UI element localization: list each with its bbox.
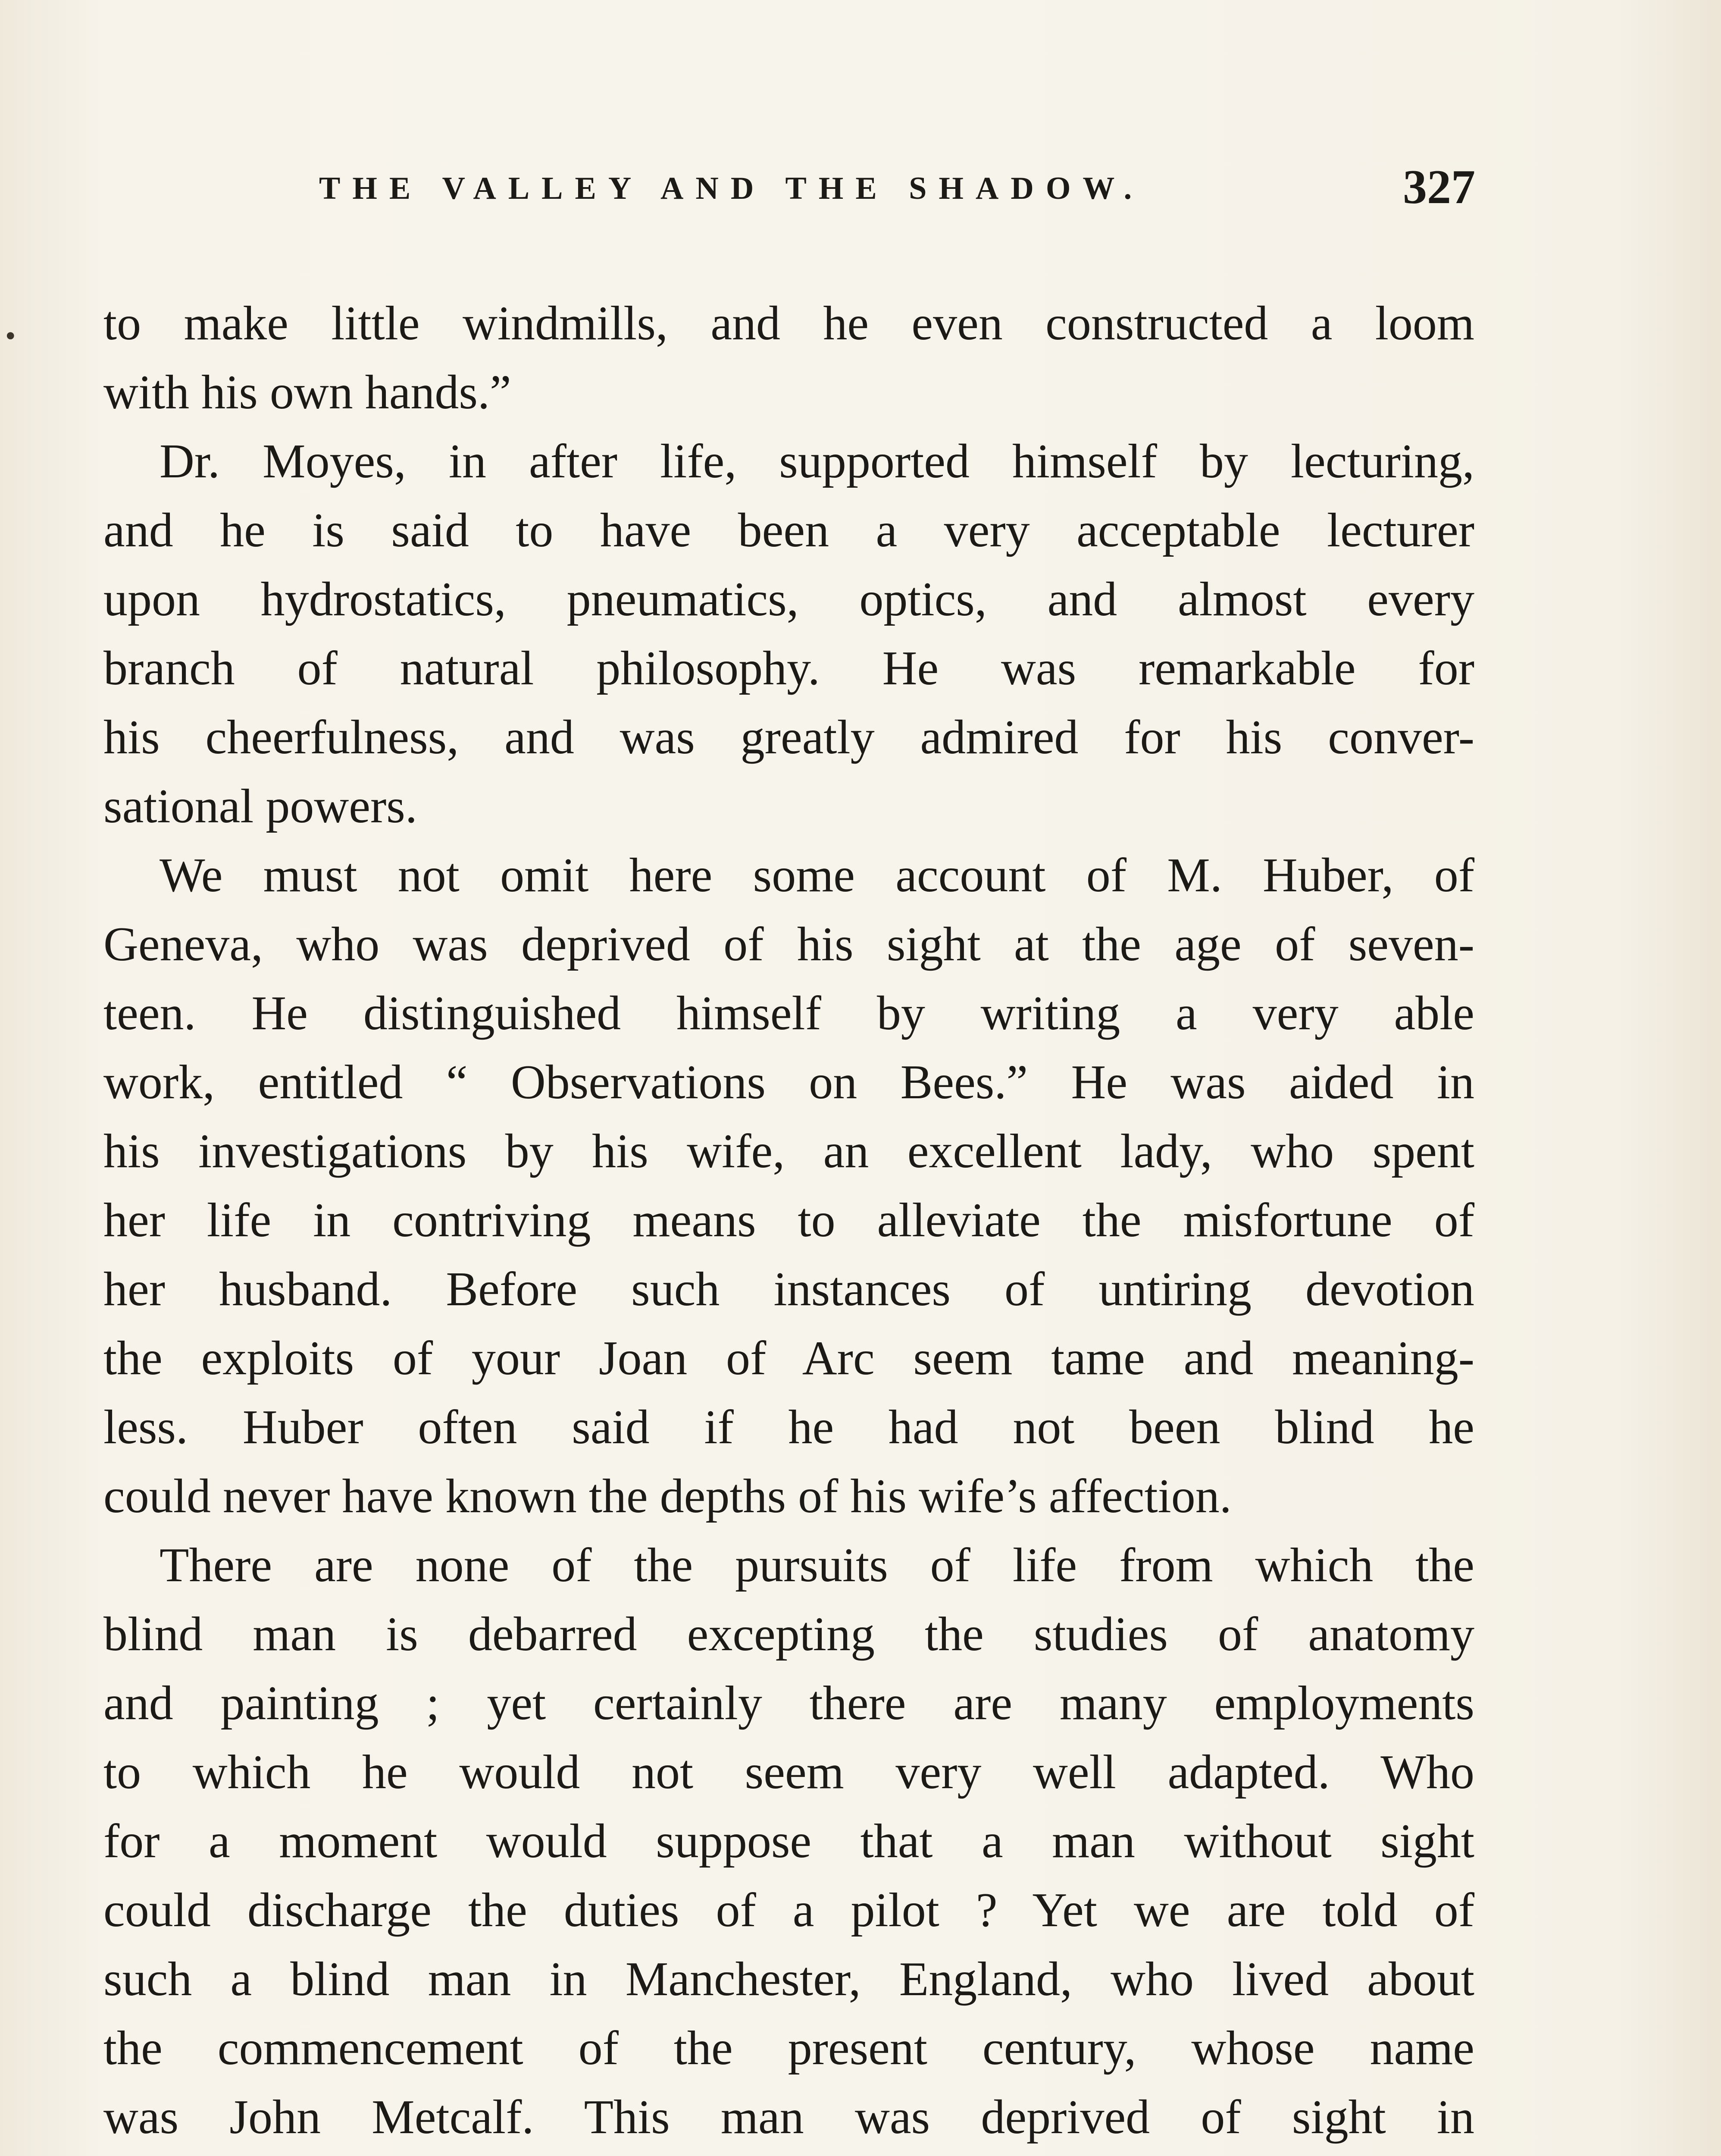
text-line-11: teen. He distinguished himself by writing a very able <box>103 987 1474 1040</box>
text-line-8: sational powers. <box>103 780 417 833</box>
text-line-24: could discharge the duties of a pilot ? Yet we are told of <box>103 1883 1474 1937</box>
body-text <box>103 289 1474 2156</box>
text-line-1: to make little windmills, and he even constructed a loom <box>103 297 1474 350</box>
text-line-12: work, entitled “ Observations on Bees.” He was aided in <box>103 1056 1474 1109</box>
running-title: THE VALLEY AND THE SHADOW. <box>319 171 1144 206</box>
text-line-22: to which he would not seem very well adapted. Who <box>103 1745 1474 1799</box>
text-line-20: blind man is debarred excepting the studies of anatomy <box>103 1608 1474 1661</box>
text-line-7: his cheerfulness, and was greatly admired for his conver- <box>103 711 1474 764</box>
text-line-13: his investigations by his wife, an excellent lady, who spent <box>103 1125 1474 1178</box>
text-line-16: the exploits of your Joan of Arc seem tame and meaning- <box>103 1332 1474 1385</box>
text-line-9: We must not omit here some account of M. Huber, of <box>160 849 1474 902</box>
margin-mark: • <box>5 320 16 353</box>
text-line-15: her husband. Before such instances of untiring devotion <box>103 1263 1474 1316</box>
text-line-3: Dr. Moyes, in after life, supported himself by lecturing, <box>160 435 1474 488</box>
text-line-28 <box>103 2152 1474 2156</box>
text-line-27: was John Metcalf. This man was deprived of sight in <box>103 2090 1474 2144</box>
text-line-18: could never have known the depths of his wife’s affection. <box>103 1470 1232 1523</box>
text-line-5: upon hydrostatics, pneumatics, optics, and almost every <box>103 573 1474 626</box>
text-line-10: Geneva, who was deprived of his sight at the age of seven- <box>103 918 1474 971</box>
text-line-17: less. Huber often said if he had not been blind he <box>103 1401 1474 1454</box>
text-line-2: with his own hands.” <box>103 366 511 419</box>
text-line-26: the commencement of the present century, whose name <box>103 2021 1474 2075</box>
text-line-4: and he is said to have been a very acceptable lecturer <box>103 504 1474 557</box>
text-line-14: her life in contriving means to alleviate the misfortune of <box>103 1194 1474 1247</box>
text-line-6: branch of natural philosophy. He was remarkable for <box>103 642 1474 695</box>
page-number: 327 <box>1403 160 1475 214</box>
text-line-23: for a moment would suppose that a man without sight <box>103 1814 1474 1868</box>
text-line-19: There are none of the pursuits of life from which the <box>160 1539 1474 1592</box>
text-line-21: and painting ; yet certainly there are many employments <box>103 1677 1474 1730</box>
text-line-25: such a blind man in Manchester, England, who lived about <box>103 1952 1474 2006</box>
